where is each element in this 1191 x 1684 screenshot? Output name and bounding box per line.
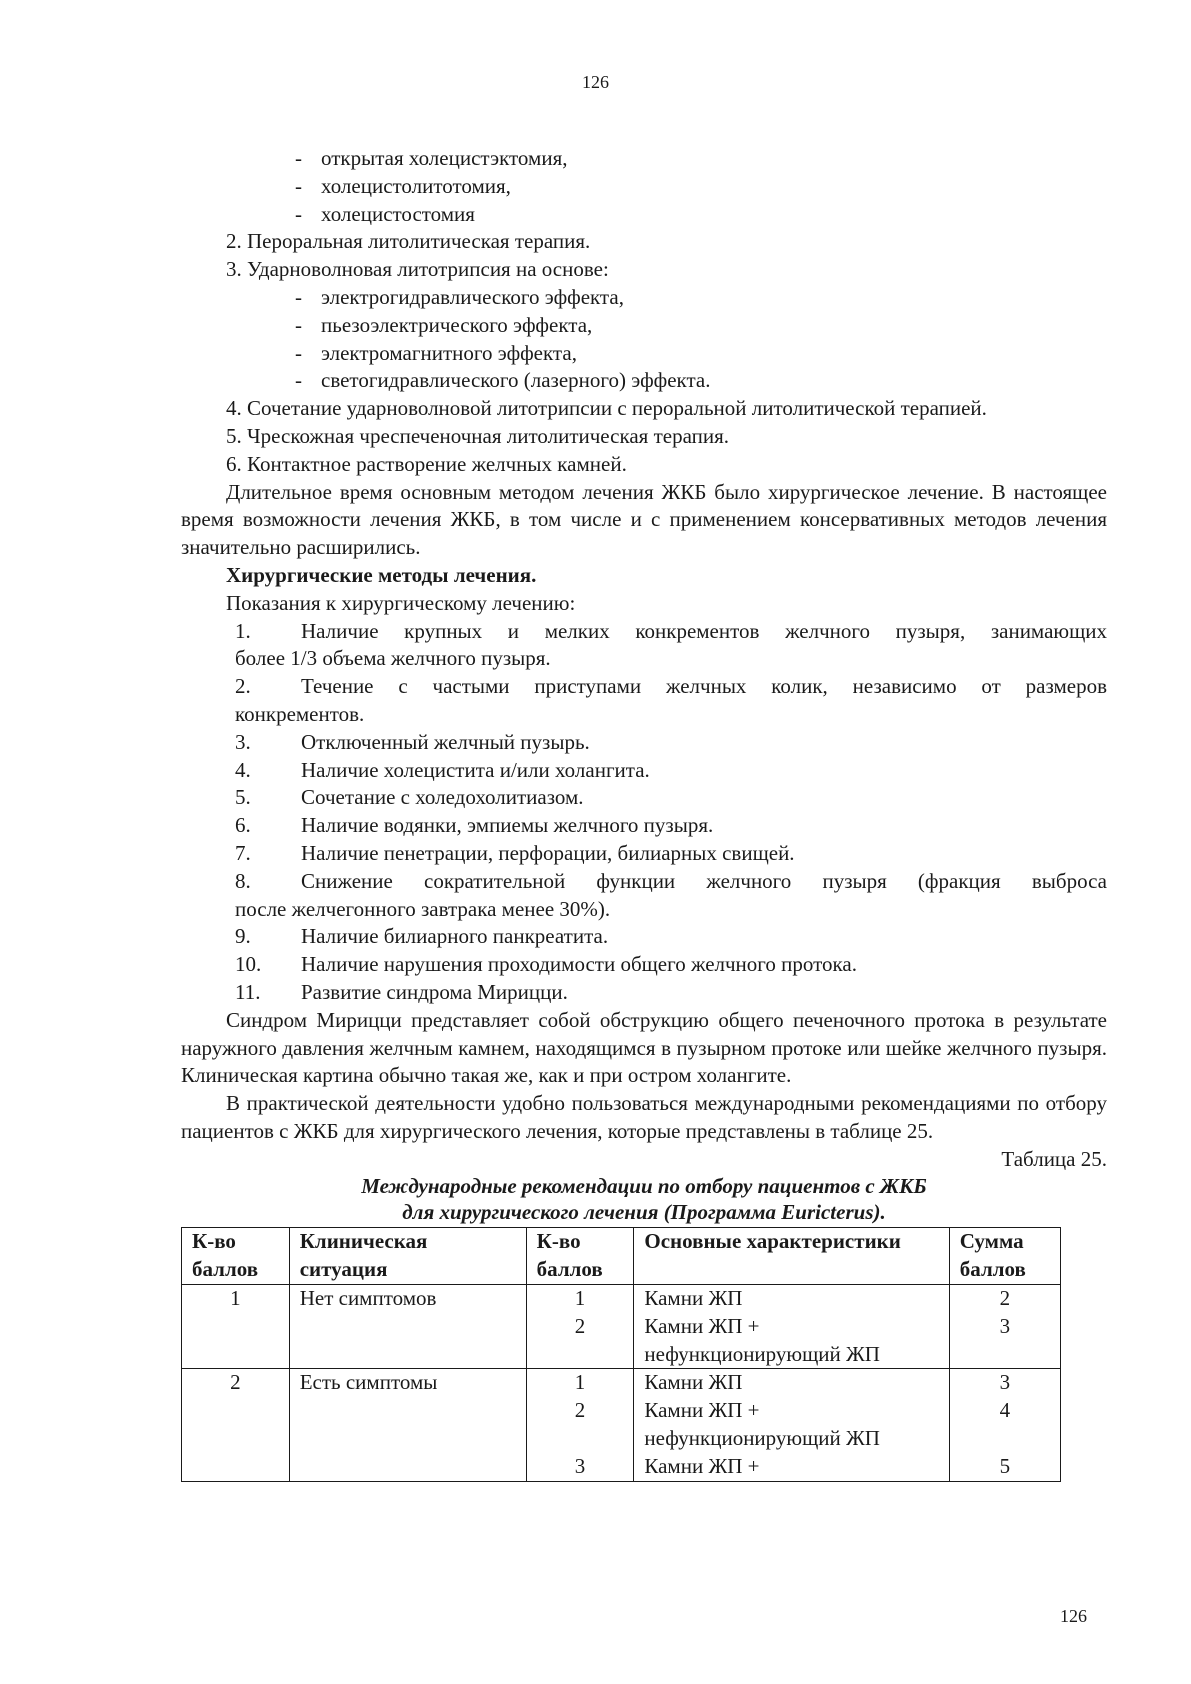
characteristic-line: Камни ЖП + xyxy=(644,1453,760,1478)
indication-item xyxy=(181,784,1107,812)
indication-text: Наличие холецистита и/или холангита. xyxy=(301,757,650,782)
indication-first-line xyxy=(235,784,1107,812)
characteristic-line: Камни ЖП + xyxy=(644,1313,760,1338)
table-cell-situation: Нет симптомов xyxy=(289,1285,526,1369)
table-cell-characteristics xyxy=(634,1369,949,1481)
paragraph-practice: В практической деятельности удобно пользоваться международными рекомендациями по отбору пациентов с ЖКБ для хирургического лечения, которые представлены в таблице 25. xyxy=(181,1091,1107,1143)
dash-list-item xyxy=(181,284,1107,312)
indication-number: 11. xyxy=(235,979,261,1004)
dash-list-item xyxy=(181,312,1107,340)
list-item-3: 3. Ударноволновая литотрипсия на основе: xyxy=(226,257,609,282)
table-cell-sum xyxy=(949,1285,1060,1369)
indication-number: 10. xyxy=(235,952,262,977)
selection-table xyxy=(181,1227,1061,1481)
characteristic-line: нефункционирующий ЖП xyxy=(644,1426,880,1451)
dash-list-methods xyxy=(181,145,1107,228)
indication-number: 6. xyxy=(235,813,251,838)
sum-spacer xyxy=(960,1341,1050,1369)
dash-marker: - xyxy=(295,146,302,170)
indications-intro: Показания к хирургическому лечению: xyxy=(226,590,576,615)
characteristic-line: Камни ЖП xyxy=(644,1286,743,1311)
indication-text: Снижение сократительной функции желчного пузыря (фракция выброса xyxy=(301,868,1107,893)
dash-list-item xyxy=(181,201,1107,229)
points-value: 2 xyxy=(574,1313,586,1338)
table-row xyxy=(182,1285,1061,1369)
table-caption-line-2: для хирургического лечения (Программа Euricterus). xyxy=(402,1200,886,1225)
characteristic-line: Камни ЖП xyxy=(644,1370,743,1395)
indication-text: Развитие синдрома Мирицци. xyxy=(301,979,568,1004)
indication-number: 3. xyxy=(235,729,251,754)
dash-marker: - xyxy=(295,173,302,198)
dash-item-text: открытая холецистэктомия, xyxy=(321,146,568,170)
table-header-cell: К-во баллов xyxy=(182,1228,290,1285)
indication-number: 9. xyxy=(235,924,251,949)
indication-first-line xyxy=(235,729,1107,757)
indication-first-line xyxy=(235,979,1107,1007)
dash-item-text: холецистолитотомия, xyxy=(321,173,511,198)
characteristic-line: Камни ЖП + xyxy=(644,1398,760,1423)
indication-item xyxy=(181,979,1107,1007)
table-caption xyxy=(181,1173,1107,1225)
table-cell-points xyxy=(526,1285,634,1369)
dash-marker: - xyxy=(295,368,302,393)
indication-item xyxy=(181,951,1107,979)
list-item-6: 6. Контактное растворение желчных камней. xyxy=(226,451,627,476)
indication-first-line xyxy=(235,812,1107,840)
dash-list-effects xyxy=(181,284,1107,395)
table-header-cell: Сумма баллов xyxy=(949,1228,1060,1285)
indication-number: 7. xyxy=(235,840,251,865)
table-header-cell: Клиническая ситуация xyxy=(289,1228,526,1285)
indication-item xyxy=(181,729,1107,757)
list-item-2: 2. Пероральная литолитическая терапия. xyxy=(226,229,591,254)
dash-list-item xyxy=(181,340,1107,368)
page-content xyxy=(181,145,1107,1482)
points-value: 1 xyxy=(574,1370,586,1395)
page-number-top: 126 xyxy=(582,72,609,92)
sum-value: 5 xyxy=(999,1453,1011,1478)
indication-item xyxy=(181,618,1107,674)
indication-item xyxy=(181,923,1107,951)
indication-text: Наличие водянки, эмпиемы желчного пузыря. xyxy=(301,813,714,838)
sum-value: 3 xyxy=(999,1313,1011,1338)
indication-continuation: более 1/3 объема желчного пузыря. xyxy=(235,646,551,671)
sum-value: 3 xyxy=(999,1370,1011,1395)
indication-text: Течение с частыми приступами желчных колик, независимо от размеров xyxy=(301,674,1107,699)
table-header-cell: К-во баллов xyxy=(526,1228,634,1285)
indication-text: Наличие нарушения проходимости общего желчного протока. xyxy=(301,952,857,977)
sum-value: 4 xyxy=(999,1398,1011,1423)
page-number-bottom: 126 xyxy=(1060,1606,1087,1626)
characteristic-line: нефункционирующий ЖП xyxy=(644,1341,880,1366)
dash-marker: - xyxy=(295,201,302,226)
list-item-4: 4. Сочетание ударноволновой литотрипсии с пероральной литолитической терапией. xyxy=(226,396,987,421)
dash-list-item xyxy=(181,145,1107,173)
indication-first-line xyxy=(235,618,1107,646)
dash-marker: - xyxy=(295,312,302,337)
indication-text: Наличие крупных и мелких конкрементов желчного пузыря, занимающих xyxy=(301,618,1107,643)
dash-list-item xyxy=(181,367,1107,395)
dash-list-item xyxy=(181,173,1107,201)
indication-first-line xyxy=(235,840,1107,868)
table-header-cell: Основные характеристики xyxy=(634,1228,949,1285)
sum-spacer xyxy=(960,1425,1050,1453)
dash-item-text: холецистостомия xyxy=(321,201,475,226)
table-cell-score: 1 xyxy=(182,1285,290,1369)
table-caption-line-1: Международные рекомендации по отбору пациентов с ЖКБ xyxy=(361,1174,927,1199)
indication-number: 4. xyxy=(235,757,251,782)
table-cell-score: 2 xyxy=(182,1369,290,1481)
table-cell-situation: Есть симптомы xyxy=(289,1369,526,1481)
indication-first-line xyxy=(235,923,1107,951)
points-value: 3 xyxy=(574,1453,586,1478)
dash-item-text: светогидравлического (лазерного) эффекта. xyxy=(321,368,711,393)
table-header-row xyxy=(182,1228,1061,1285)
indication-number: 2. xyxy=(235,674,251,699)
dash-item-text: электромагнитного эффекта, xyxy=(321,340,577,365)
indication-item xyxy=(181,757,1107,785)
dash-marker: - xyxy=(295,284,302,309)
section-heading: Хирургические методы лечения. xyxy=(226,562,537,587)
table-row xyxy=(182,1369,1061,1481)
points-value: 1 xyxy=(574,1286,586,1311)
indication-number: 5. xyxy=(235,785,251,810)
indication-number: 8. xyxy=(235,868,251,893)
table-cell-sum xyxy=(949,1369,1060,1481)
dash-item-text: электрогидравлического эффекта, xyxy=(321,284,624,309)
indication-number: 1. xyxy=(235,618,251,643)
indication-item xyxy=(181,812,1107,840)
paragraph-mirizzi: Синдром Мирицци представляет собой обструкцию общего печеночного протока в результате наружного давления желчным камнем, находящимся в пузырном протоке или шейке желчного пузыря. Клиническая картина обычно такая же, как и при остром холангите. xyxy=(181,1007,1107,1088)
indication-text: Наличие пенетрации, перфорации, билиарных свищей. xyxy=(301,840,795,865)
table-cell-characteristics xyxy=(634,1285,949,1369)
indication-text: Наличие билиарного панкреатита. xyxy=(301,924,609,949)
indication-first-line xyxy=(235,673,1107,701)
dash-item-text: пьезоэлектрического эффекта, xyxy=(321,312,593,337)
indication-text: Отключенный желчный пузырь. xyxy=(301,729,590,754)
sum-value: 2 xyxy=(999,1286,1011,1311)
indication-first-line xyxy=(235,868,1107,896)
dash-marker: - xyxy=(295,340,302,365)
indication-item xyxy=(181,868,1107,924)
indication-first-line xyxy=(235,757,1107,785)
table-cell-points xyxy=(526,1369,634,1481)
table-label: Таблица 25. xyxy=(1001,1146,1107,1171)
points-spacer xyxy=(537,1425,624,1453)
indication-item xyxy=(181,840,1107,868)
points-value: 2 xyxy=(574,1398,586,1423)
indication-continuation: после желчегонного завтрака менее 30%). xyxy=(235,896,611,921)
indication-item xyxy=(181,673,1107,729)
paragraph-treatment-history: Длительное время основным методом лечения ЖКБ было хирургическое лечение. В настоящее время возможности лечения ЖКБ, в том числе и с применением консервативных методов лечения значительно расширились. xyxy=(181,479,1107,560)
indication-text: Сочетание с холедохолитиазом. xyxy=(301,785,584,810)
indication-first-line xyxy=(235,951,1107,979)
list-item-5: 5. Чрескожная чреспеченочная литолитическая терапия. xyxy=(226,423,730,448)
points-spacer xyxy=(537,1341,624,1369)
indication-continuation: конкрементов. xyxy=(235,701,365,726)
indications-list xyxy=(181,618,1107,1007)
